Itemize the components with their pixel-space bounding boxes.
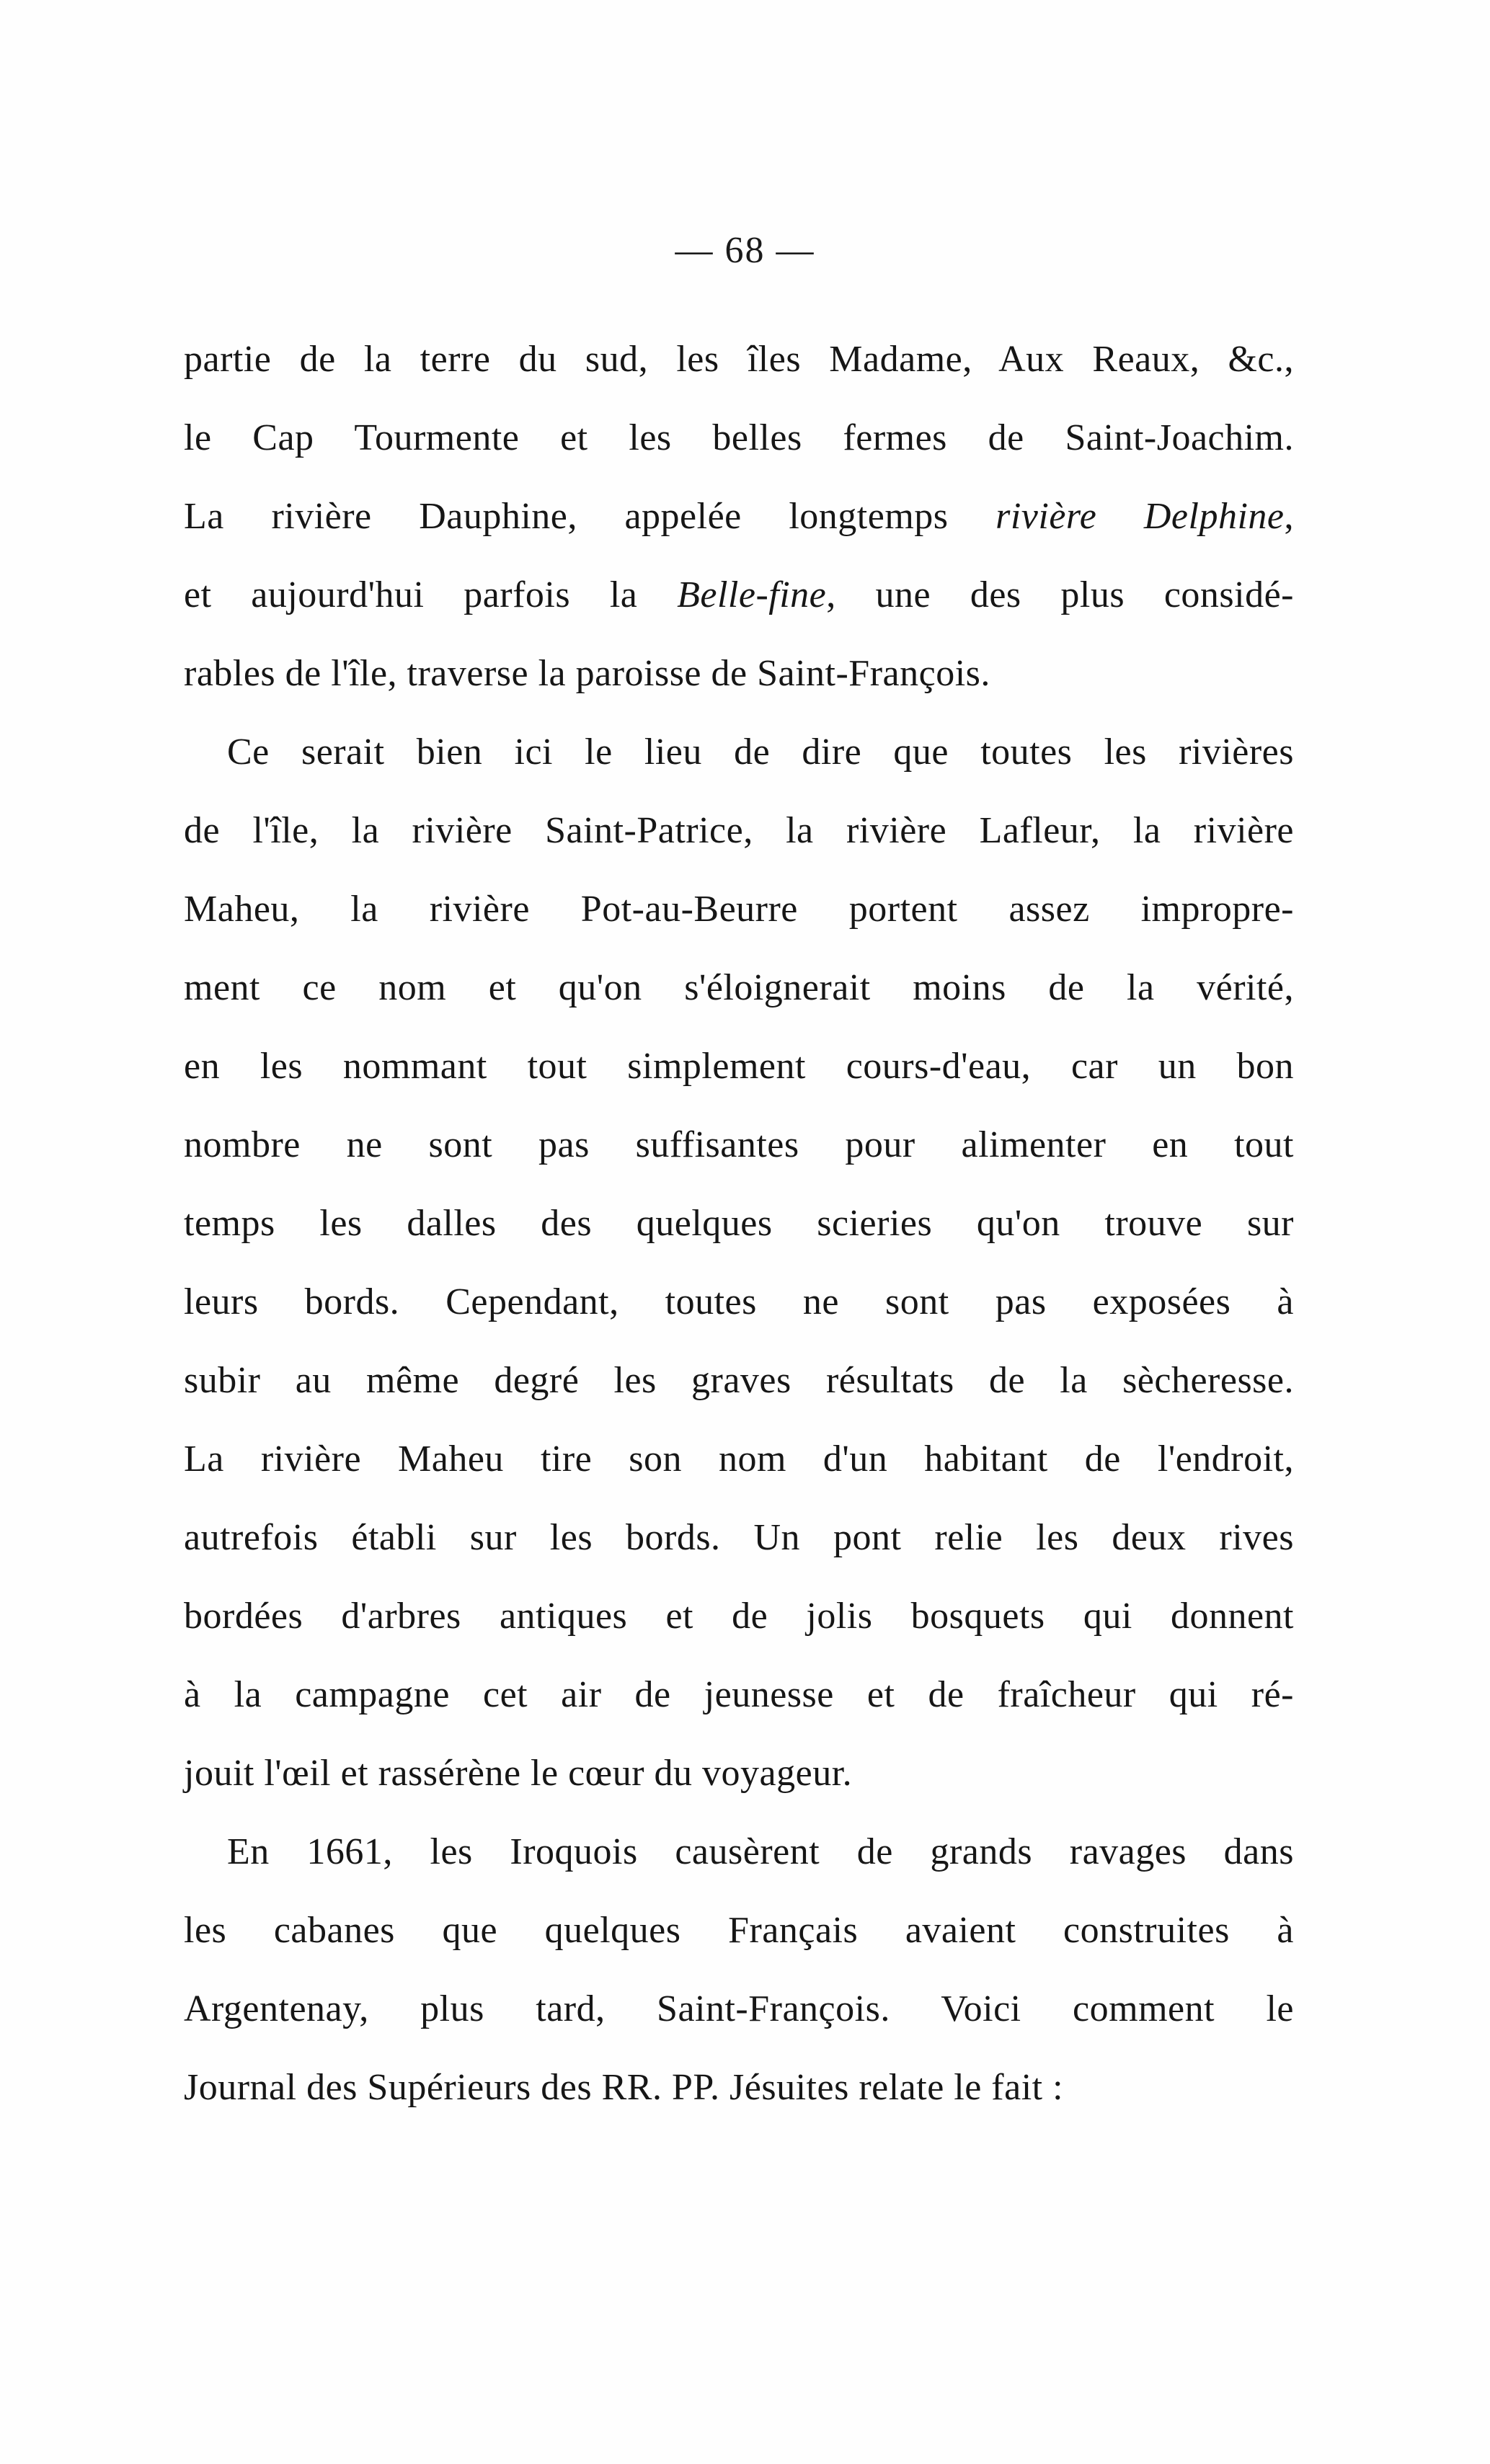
text-segment: jouit l'œil et rassérène le cœur du voyageur. <box>184 1753 853 1794</box>
text-line <box>184 1891 1294 1970</box>
text-line <box>184 713 1294 791</box>
text-line <box>184 1813 1294 1891</box>
text-segment: autrefois établi sur les bords. Un pont relie les deux rives <box>184 1517 1294 1558</box>
paragraph <box>184 713 1294 1813</box>
text-line <box>184 1420 1294 1498</box>
text-line <box>184 634 1294 713</box>
text-segment: , une des plus considé- <box>826 574 1294 615</box>
text-line <box>184 1577 1294 1655</box>
text-segment: Ce serait bien ici le lieu de dire que toutes les rivières <box>227 731 1294 773</box>
text-segment: à la campagne cet air de jeunesse et de fraîcheur qui ré- <box>184 1674 1294 1715</box>
text-segment: bordées d'arbres antiques et de jolis bosquets qui donnent <box>184 1596 1294 1637</box>
text-segment: les cabanes que quelques Français avaient construites à <box>184 1910 1294 1951</box>
text-line <box>184 948 1294 1027</box>
text-line <box>184 1970 1294 2048</box>
text-line <box>184 477 1294 556</box>
text-line <box>184 320 1294 399</box>
text-segment: Journal des Supérieurs des RR. PP. Jésuites relate le fait : <box>184 2067 1064 2108</box>
text-segment: Maheu, la rivière Pot-au-Beurre portent assez impropre- <box>184 889 1294 930</box>
text-segment: La rivière Maheu tire son nom d'un habitant de l'endroit, <box>184 1438 1294 1480</box>
text-segment: , <box>1284 496 1294 537</box>
text-segment: La rivière Dauphine, appelée longtemps <box>184 496 996 537</box>
text-line <box>184 1341 1294 1420</box>
text-line <box>184 1184 1294 1263</box>
italic-text: Belle-fine <box>677 574 827 615</box>
text-line <box>184 2048 1294 2127</box>
text-segment: le Cap Tourmente et les belles fermes de Saint-Joachim. <box>184 417 1294 458</box>
paragraph <box>184 1813 1294 2127</box>
text-line <box>184 870 1294 948</box>
text-segment: En 1661, les Iroquois causèrent de grands ravages dans <box>227 1831 1294 1872</box>
text-segment: subir au même degré les graves résultats de la sècheresse. <box>184 1360 1294 1401</box>
text-line <box>184 556 1294 634</box>
text-segment: ment ce nom et qu'on s'éloignerait moins de la vérité, <box>184 967 1294 1008</box>
text-segment: de l'île, la rivière Saint-Patrice, la rivière Lafleur, la rivière <box>184 810 1294 851</box>
text-line <box>184 399 1294 477</box>
text-line <box>184 1106 1294 1184</box>
text-line <box>184 1655 1294 1734</box>
text-line <box>184 791 1294 870</box>
body-text <box>184 320 1294 2127</box>
paragraph <box>184 320 1294 713</box>
text-segment: leurs bords. Cependant, toutes ne sont pas exposées à <box>184 1281 1294 1322</box>
text-segment: temps les dalles des quelques scieries qu'on trouve sur <box>184 1203 1294 1244</box>
text-segment: partie de la terre du sud, les îles Madame, Aux Reaux, &c., <box>184 339 1294 380</box>
text-line <box>184 1498 1294 1577</box>
text-line <box>184 1263 1294 1341</box>
text-segment: Argentenay, plus tard, Saint-François. Voici comment le <box>184 1988 1294 2029</box>
text-segment: et aujourd'hui parfois la <box>184 574 678 615</box>
text-segment: nombre ne sont pas suffisantes pour alimenter en tout <box>184 1124 1294 1165</box>
text-segment: en les nommant tout simplement cours-d'eau, car un bon <box>184 1046 1294 1087</box>
page-number: — 68 — <box>675 230 815 271</box>
text-segment: rables de l'île, traverse la paroisse de Saint-François. <box>184 653 990 694</box>
text-line <box>184 1734 1294 1813</box>
text-line <box>184 1027 1294 1106</box>
italic-text: rivière Delphine <box>995 496 1285 537</box>
